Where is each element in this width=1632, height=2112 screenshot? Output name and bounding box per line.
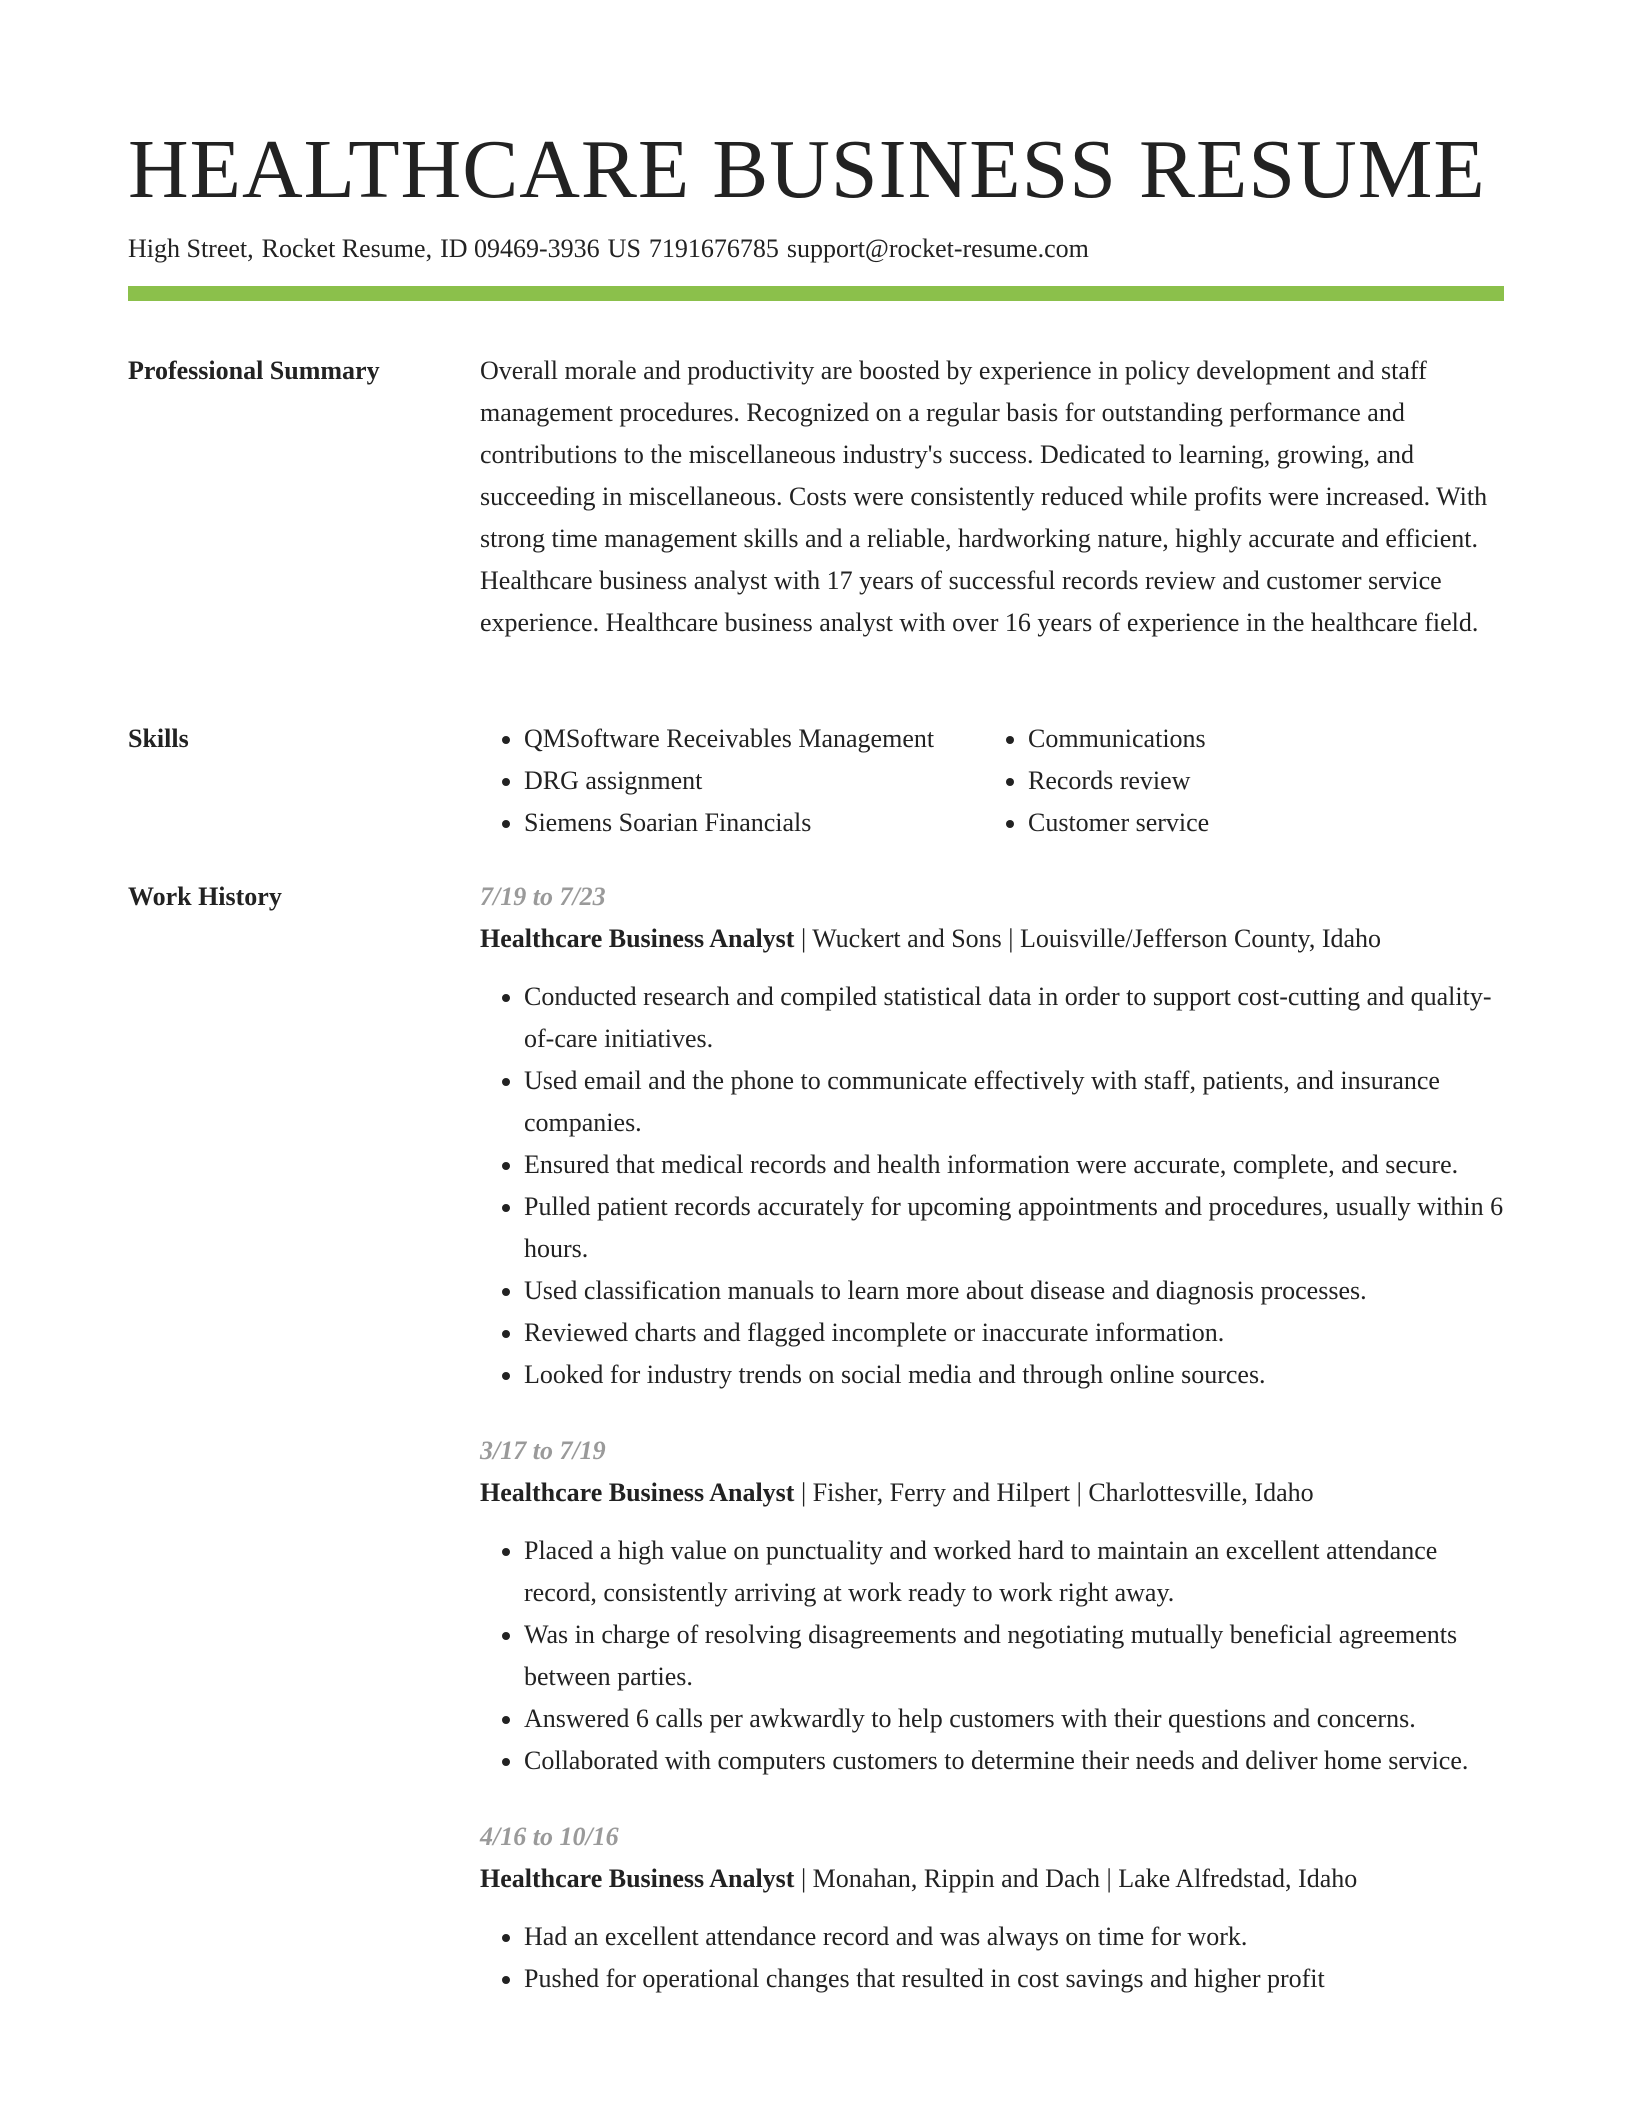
job-company: Monahan, Rippin and Dach [812,1864,1101,1893]
job-bullet: • Collaborated with computers customers to determine their needs and deliver home service. [524,1740,1504,1782]
work-history-body [480,876,1504,2034]
contact-email: support@rocket-resume.com [786,234,1089,263]
job-entry [480,1816,1504,2000]
job-separator: | [1070,1478,1089,1507]
job-location: Charlottesville, Idaho [1088,1478,1314,1507]
job-bullet: • Conducted research and compiled statistical data in order to support cost-cutting and quality-of-care initiatives. [524,976,1504,1060]
job-bullets [480,976,1504,1396]
job-location: Louisville/Jefferson County, Idaho [1020,924,1382,953]
job-bullet: • Was in charge of resolving disagreements and negotiating mutually beneficial agreements between parties. [524,1614,1504,1698]
job-dates: 3/17 to 7/19 [480,1436,606,1465]
summary-title: Professional Summary [128,356,380,385]
summary-body [480,350,1504,644]
skill-item: • DRG assignment [524,760,984,802]
job-header [480,1472,1504,1514]
skills-body [480,718,1504,844]
job-title: Healthcare Business Analyst [480,924,795,953]
job-bullet: • Pushed for operational changes that resulted in cost savings and higher profit [524,1958,1504,2000]
job-bullet: • Ensured that medical records and health information were accurate, complete, and secure. [524,1144,1504,1186]
job-bullet: • Looked for industry trends on social media and through online sources. [524,1354,1504,1396]
job-title: Healthcare Business Analyst [480,1864,795,1893]
job-bullet: • Had an excellent attendance record and was always on time for work. [524,1916,1504,1958]
skills-column-2 [984,718,1488,844]
job-bullets [480,1530,1504,1782]
job-bullet: • Answered 6 calls per awkwardly to help customers with their questions and concerns. [524,1698,1504,1740]
skill-item: • QMSoftware Receivables Management [524,718,984,760]
contact-city: Rocket Resume, [261,234,433,263]
job-bullet: • Used classification manuals to learn more about disease and diagnosis processes. [524,1270,1504,1312]
job-separator: | [1001,924,1020,953]
job-header [480,918,1504,960]
job-dates: 7/19 to 7/23 [480,882,606,911]
summary-text: Overall morale and productivity are boosted by experience in policy development and staff management procedures. Recognized on a regular basis for outstanding performance and contributions to the miscellaneous industry's success. Dedicated to learning, growing, and succeeding in miscellaneous. Costs were consistently reduced while profits were increased. With strong time management skills and a reliable, hardworking nature, highly accurate and efficient. Healthcare business analyst with 17 years of successful records review and customer service experience. Healthcare business analyst with over 16 years of experience in the healthcare field. [480,356,1488,637]
skill-item: • Customer service [1028,802,1488,844]
job-separator: | [794,1478,813,1507]
skills-title: Skills [128,724,189,753]
job-bullet: • Reviewed charts and flagged incomplete or inaccurate information. [524,1312,1504,1354]
contact-street: High Street, [128,234,254,263]
contact-state-zip: ID 09469-3936 [440,234,600,263]
work-history-title: Work History [128,882,282,911]
job-entry [480,1430,1504,1782]
skills-column-1 [480,718,984,844]
header-divider [128,286,1504,301]
job-dates: 4/16 to 10/16 [480,1822,619,1851]
contact-phone: 7191676785 [648,234,779,263]
job-separator: | [794,1864,813,1893]
skill-item: • Records review [1028,760,1488,802]
job-header [480,1858,1504,1900]
job-location: Lake Alfredstad, Idaho [1118,1864,1358,1893]
skill-item: • Communications [1028,718,1488,760]
contact-country: US [607,234,641,263]
job-bullets [480,1916,1504,2000]
job-entry [480,876,1504,1396]
job-separator: | [1100,1864,1119,1893]
job-bullet: • Pulled patient records accurately for upcoming appointments and procedures, usually within 6 hours. [524,1186,1504,1270]
job-bullet: • Placed a high value on punctuality and worked hard to maintain an excellent attendance record, consistently arriving at work ready to work right away. [524,1530,1504,1614]
resume-name: HEALTHCARE BUSINESS RESUME [128,123,1486,216]
job-company: Wuckert and Sons [812,924,1002,953]
job-bullet: • Used email and the phone to communicate effectively with staff, patients, and insurance companies. [524,1060,1504,1144]
contact-line [128,232,1097,266]
job-title: Healthcare Business Analyst [480,1478,795,1507]
skill-item: • Siemens Soarian Financials [524,802,984,844]
job-company: Fisher, Ferry and Hilpert [812,1478,1071,1507]
job-separator: | [794,924,813,953]
